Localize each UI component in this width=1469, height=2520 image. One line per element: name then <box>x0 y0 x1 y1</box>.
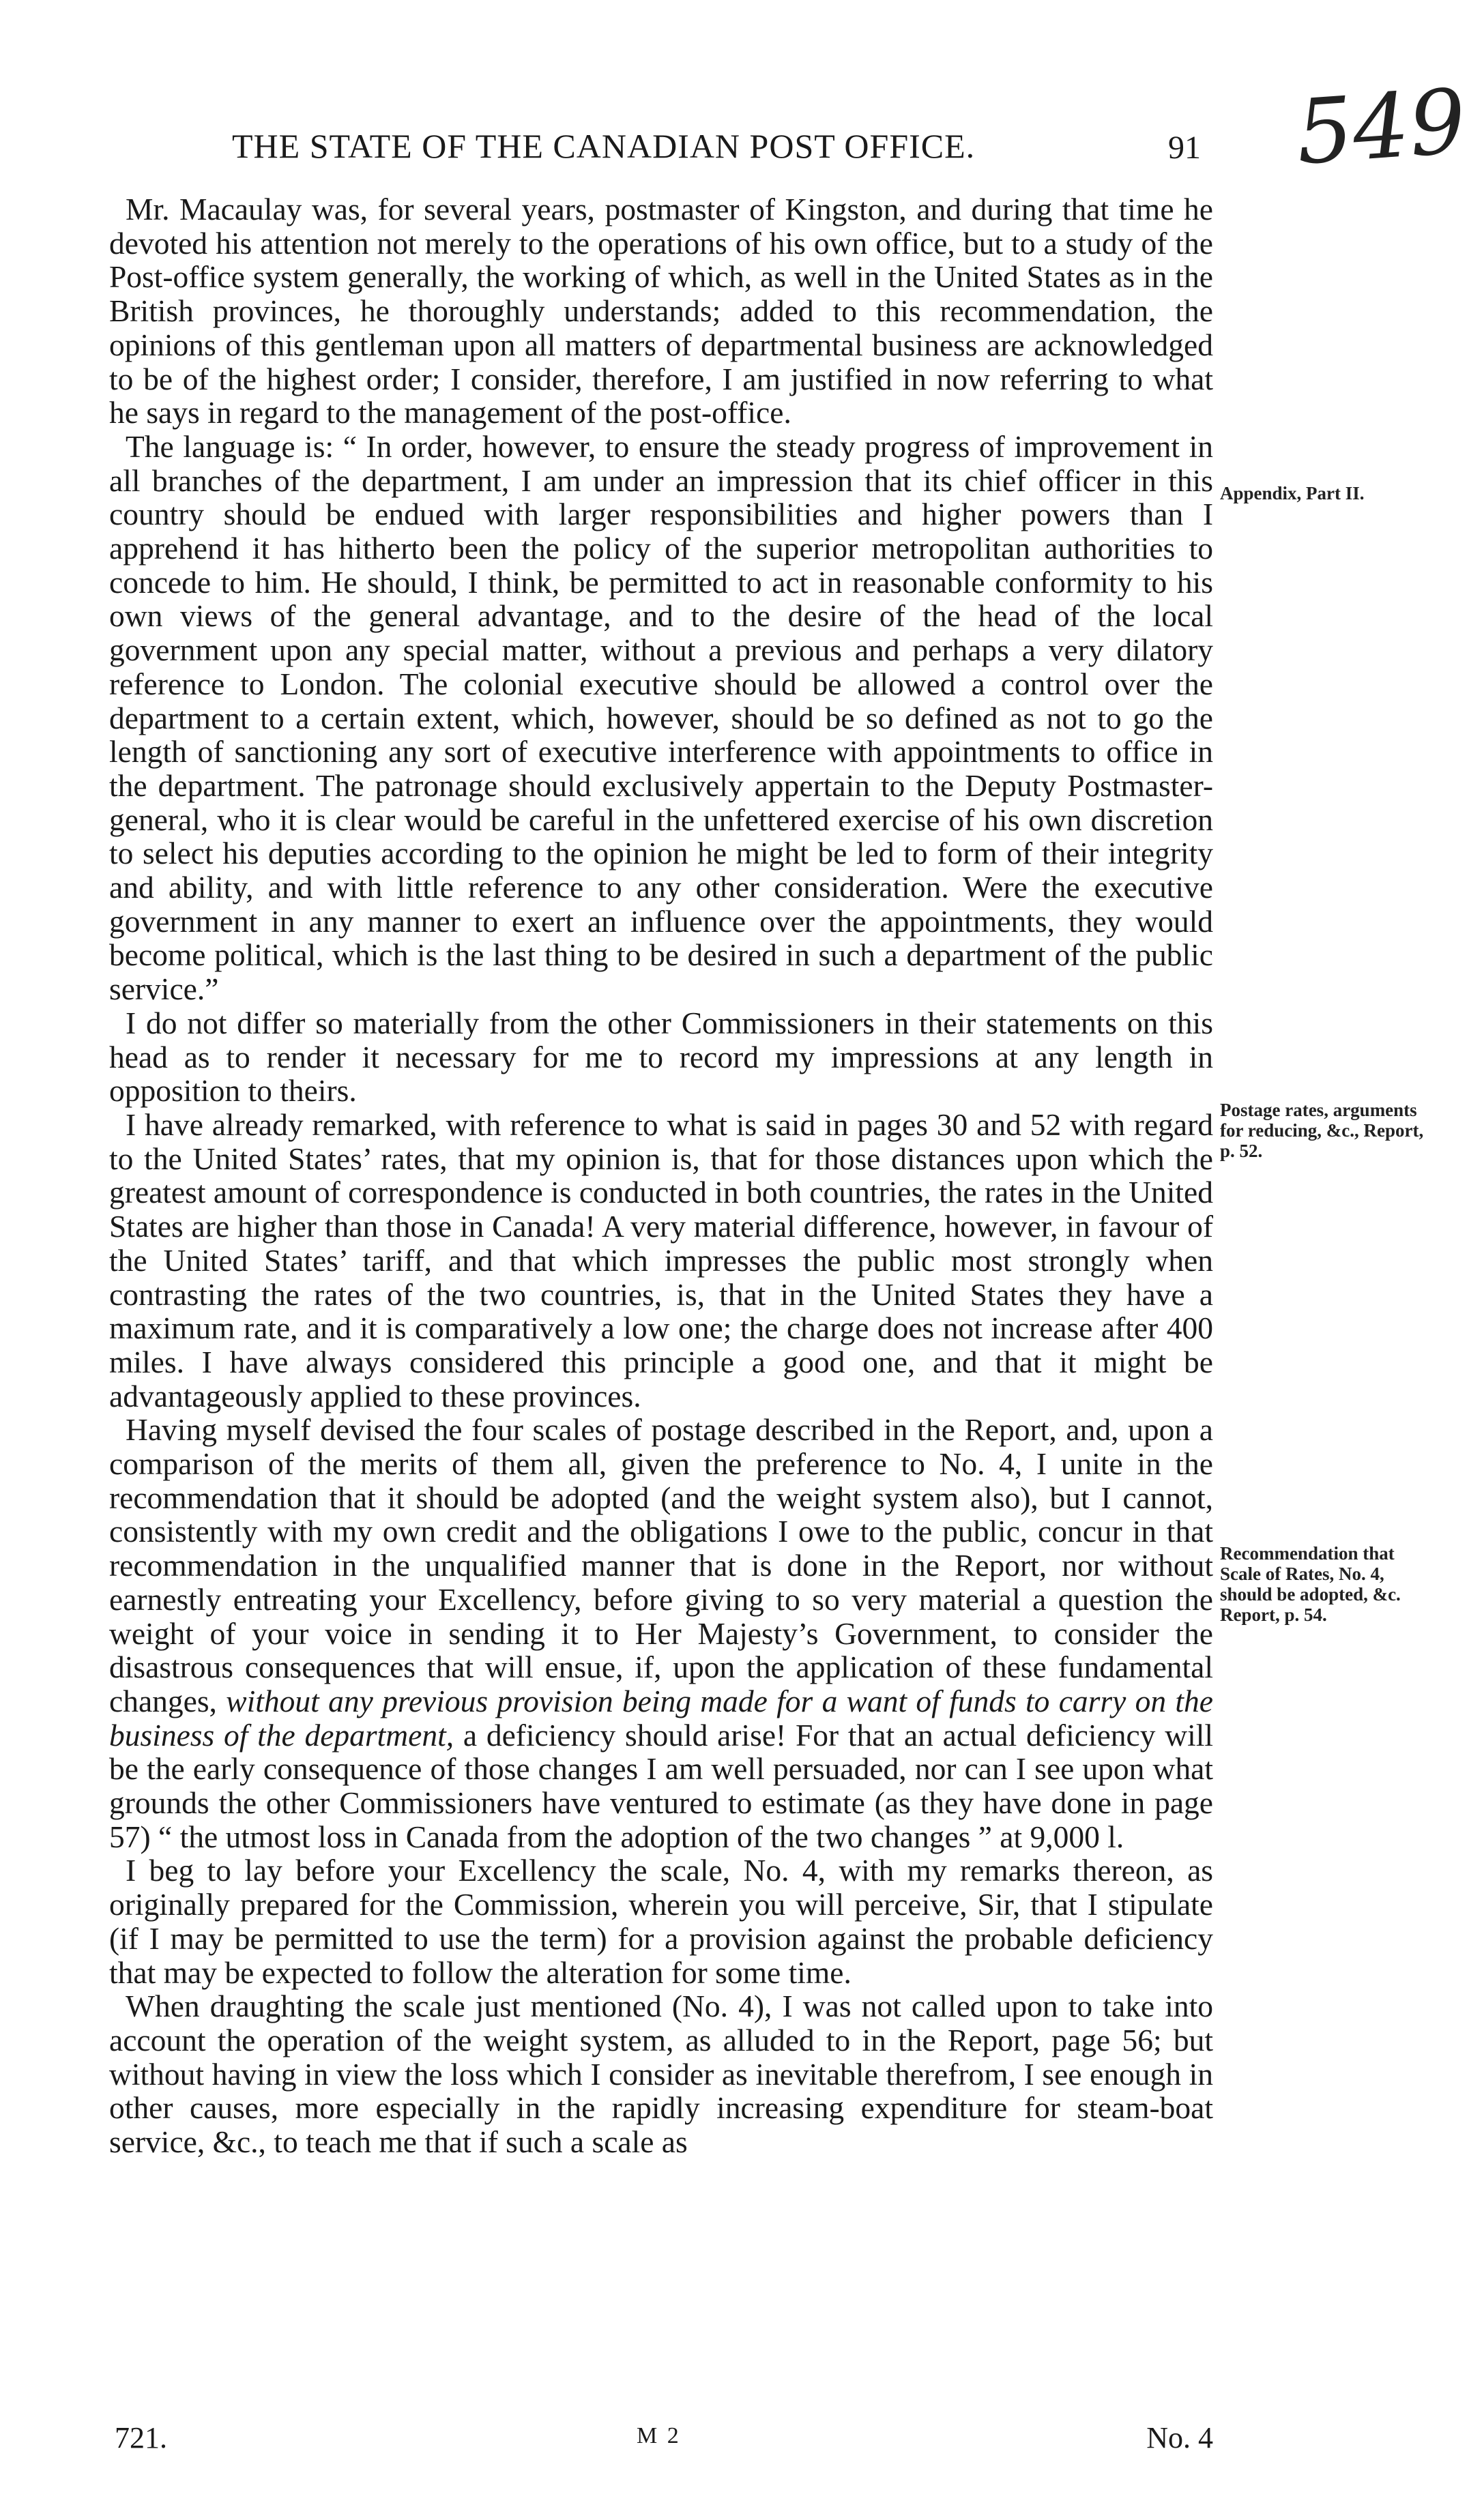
signature-mark: M 2 <box>637 2423 681 2448</box>
paragraph-commissioners: I do not differ so materially from the other Commissioners in their statements on this head as to render it necessary for me to record my impressions at any length in opposition to theirs. <box>109 1005 1213 1109</box>
page-header <box>232 126 1201 174</box>
scales-text-end: a deficiency should arise! For that an actual deficiency will be the early consequence of those changes I am well persuaded, nor can I see upon what grounds the other Commissioners have ventured to estimate (as they have done in page 57) “ the utmost loss in Canada from the adoption of the two changes ” at 9,000 l. <box>109 1717 1214 1854</box>
paragraph-quotation: The language is: “ In order, however, to ensure the steady progress of improvement in all branches of the department, I am under an impression that its chief officer in this country should be endued with larger responsibilities and higher powers than I apprehend it has hitherto been the policy of the superior metropolitan authorities to concede to him. He should, I think, be permitted to act in reasonable conformity to his own views of the general advantage, and to the desire of the head of the local government upon any special matter, without a previous and perhaps a very dilatory reference to London. The colonial executive should be allowed a control over the department to a certain extent, which, however, should be so defined as not to go the length of sanctioning any sort of executive interference with appointments to office in the department. The patronage should exclusively appertain to the Deputy Postmaster-general, who it is clear would be careful in the unfettered exercise of his own discretion to select his deputies according to the opinion he might be led to form of their integrity and ability, and with little reference to any other consideration. Were the executive government in any manner to exert an influence over the appointments, they would become political, which is the last thing to be desired in such a department of the public service.” <box>109 428 1213 1007</box>
paragraph-scale-no4: I beg to lay before your Excellency the scale, No. 4, with my remarks thereon, as originally prepared for the Commission, wherein you will perceive, Sir, that I stipulate (if I may be permitted to use the term) for a provision against the probable deficiency that may be expected to follow the alteration for some time. <box>109 1853 1213 1990</box>
handwritten-folio-number: 549 <box>1293 69 1469 185</box>
paragraph-macaulay: Mr. Macaulay was, for several years, postmaster of Kingston, and during that time he devoted his attention not merely to the operations of his own office, but to a study of the Post-office system generally, the working of which, as well in the United States as in the British provinces, he thoroughly understands; added to this recommendation, the opinions of this gentleman upon all matters of departmental business are acknowledged to be of the highest order; I consider, therefore, I am justified in now referring to what he says in regard to the management of the post-office. <box>109 192 1213 430</box>
margin-note-appendix: Appendix, Part II. <box>1220 483 1365 503</box>
paragraph-draughting: When draughting the scale just mentioned (No. 4), I was not called upon to take into account the operation of the weight system, as alluded to in the Report, page 56; but without having in view the loss which I consider as inevitable therefrom, I see enough in other causes, more especially in the rapidly increasing expenditure for steam-boat service, &c., to teach me that if such a scale as <box>109 1989 1213 2160</box>
signature-number: 721. <box>115 2421 167 2455</box>
margin-note-postage-rates: Postage rates, arguments for reducing, &c., Report, p. 52. <box>1220 1100 1424 1161</box>
paragraph-us-rates: I have already remarked, with reference to what is said in pages 30 and 52 with regard to the United States’ rates, that my opinion is, that for those distances upon which the greatest amount of correspondence is conducted in both countries, the rates in the United States are higher than those in Canada! A very material difference, however, in favour of the United States’ tariff, and that which impresses the public most strongly when contrasting the rates of the two countries, is, that in the United States they have a maximum rate, and it is comparatively a low one; the charge does not increase after 400 miles. I have always considered this principle a good one, and that it might be advantageously applied to these provinces. <box>109 1107 1213 1413</box>
page-footer <box>115 2420 1213 2461</box>
paragraph-scales <box>109 1413 1213 1854</box>
catchword: No. 4 <box>1146 2421 1213 2455</box>
margin-note-recommendation: Recommendation that Scale of Rates, No. 4, should be adopted, &c. Report, p. 54. <box>1220 1543 1401 1625</box>
page-number: 91 <box>1168 130 1201 166</box>
running-title: THE STATE OF THE CANADIAN POST OFFICE. <box>232 127 976 165</box>
scales-text-start: Having myself devised the four scales of postage described in the Report, and, upon a comparison of the merits of them all, given the preference to No. 4, I unite in the recommendation that it should be adopted (and the weight system also), but I cannot, consistently with my own credit and the obligations I owe to the public, concur in that recommendation in the unqualified manner that is done in the Report, nor without earnestly entreating your Excellency, before giving to so very material a question the weight of your voice in sending it to Her Majesty’s Government, to consider the disastrous consequences that will ensue, if, upon the application of these fundamental changes, <box>109 1412 1213 1718</box>
body-text <box>109 192 1213 2159</box>
scales-text-italic: without any previous provision being made for a want of funds to carry on the business of the department, <box>109 1683 1213 1753</box>
